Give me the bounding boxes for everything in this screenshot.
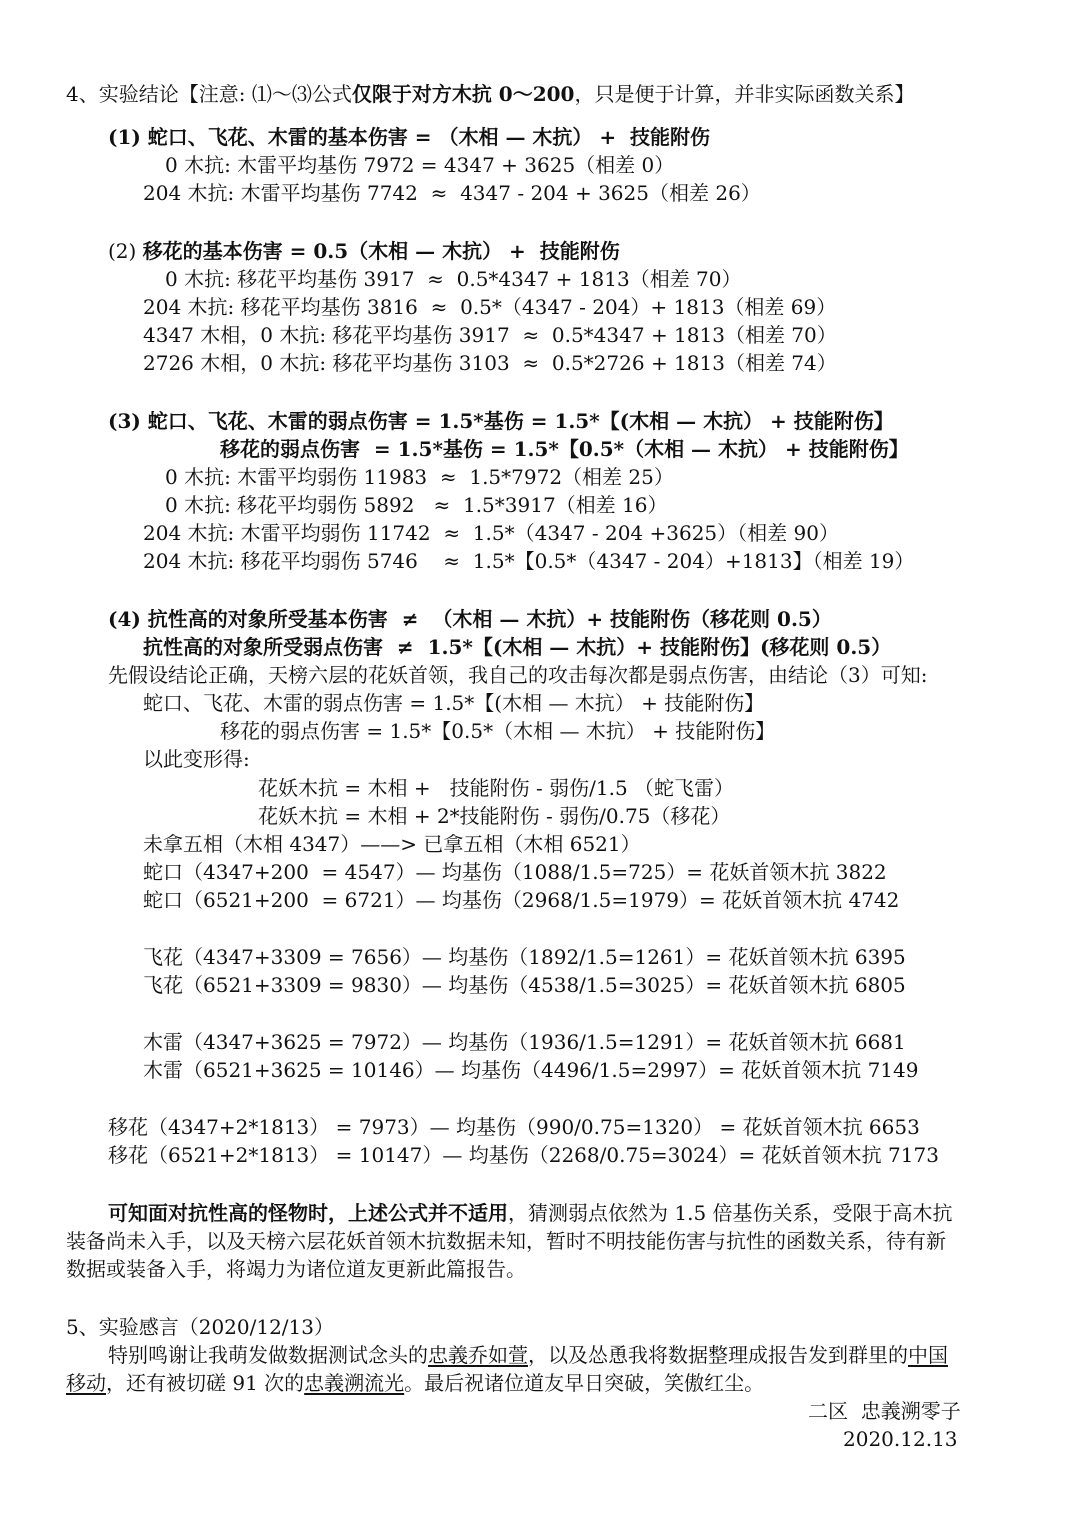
point2-number: (2): [108, 239, 143, 263]
section4-header: [66, 80, 914, 108]
thanks-line1: [108, 1341, 948, 1369]
result-row: 木雷（4347+3625 = 7972）— 均基伤（1936/1.5=1291）= 花妖首领木抗 6681: [143, 1030, 906, 1054]
point1-line1: 0 木抗: 木雷平均基伤 7972 = 4347 + 3625（相差 0）: [165, 153, 675, 177]
conclusion-bold: 可知面对抗性高的怪物时，上述公式并不适用: [108, 1201, 508, 1225]
point4-intro: 先假设结论正确，天榜六层的花妖首领，我自己的攻击每次都是弱点伤害，由结论（3）可知:: [108, 663, 928, 687]
note-formula-range: ⑴～⑶公式: [251, 82, 352, 106]
thanks-line2: [66, 1369, 764, 1397]
thanks-name-1: 忠義乔如萱: [428, 1343, 528, 1367]
note-limit-range: 0～200: [491, 82, 575, 106]
conclusion-line1: [108, 1199, 953, 1227]
point4-formula2: 移花的弱点伤害 = 1.5*【0.5*（木相 — 木抗） + 技能附伤】: [220, 719, 776, 743]
point1-title: (1) 蛇口、飞花、木雷的基本伤害 = （木相 — 木抗） + 技能附伤: [108, 125, 711, 149]
conclusion-rest: ，猜测弱点依然为 1.5 倍基伤关系，受限于高木抗: [508, 1201, 953, 1225]
point3-line3: 204 木抗: 木雷平均弱伤 11742 ≈ 1.5*（4347 - 204 +3625）（相差 90）: [143, 521, 839, 545]
thanks-name-3: 忠義溯流光: [304, 1371, 405, 1395]
point4-title: (4) 抗性高的对象所受基本伤害 ≠ （木相 — 木抗）+ 技能附伤（移花则 0.5）: [108, 607, 832, 631]
section4-number: 4、实验结论【注意:: [66, 82, 252, 106]
point4-title2: 抗性高的对象所受弱点伤害 ≠ 1.5*【(木相 — 木抗）+ 技能附伤】(移花则 0.5）: [143, 635, 892, 659]
point2-title-text: 移花的基本伤害 = 0.5（木相 — 木抗） + 技能附伤: [142, 239, 620, 263]
result-row: 蛇口（4347+200 = 4547）— 均基伤（1088/1.5=725）= 花妖首领木抗 3822: [143, 860, 887, 884]
point4-compare: 未拿五相（木相 4347）——> 已拿五相（木相 6521）: [143, 832, 641, 856]
thanks-text: 特别鸣谢让我萌发做数据测试念头的: [108, 1343, 428, 1367]
point3-title2: 移花的弱点伤害 = 1.5*基伤 = 1.5*【0.5*（木相 — 木抗） + 技能附伤】: [220, 437, 909, 461]
thanks-name-2b: 移动: [66, 1371, 106, 1395]
point2-line4: 2726 木相，0 木抗: 移花平均基伤 3103 ≈ 0.5*2726 + 1813（相差 74）: [143, 351, 837, 375]
result-row: 木雷（6521+3625 = 10146）— 均基伤（4496/1.5=2997）= 花妖首领木抗 7149: [143, 1058, 919, 1082]
result-row: 蛇口（6521+200 = 6721）— 均基伤（2968/1.5=1979）= 花妖首领木抗 4742: [143, 888, 900, 912]
result-row: 飞花（4347+3309 = 7656）— 均基伤（1892/1.5=1261）= 花妖首领木抗 6395: [143, 945, 906, 969]
point2-line3: 4347 木相，0 木抗: 移花平均基伤 3917 ≈ 0.5*4347 + 1813（相差 70）: [143, 323, 837, 347]
note-rest: ，只是便于计算，并非实际函数关系】: [574, 82, 915, 106]
conclusion-line3: 数据或装备入手，将竭力为诸位道友更新此篇报告。: [66, 1257, 526, 1281]
point3-line4: 204 木抗: 移花平均弱伤 5746 ≈ 1.5*【0.5*（4347 - 204）+1813】（相差 19）: [143, 549, 915, 573]
result-row: 移花（6521+2*1813） = 10147）— 均基伤（2268/0.75=3024）= 花妖首领木抗 7173: [108, 1143, 939, 1167]
point3-line2: 0 木抗: 移花平均弱伤 5892 ≈ 1.5*3917（相差 16）: [165, 493, 668, 517]
point1-line2: 204 木抗: 木雷平均基伤 7742 ≈ 4347 - 204 + 3625（相差 26）: [143, 181, 761, 205]
point2-title: [108, 237, 620, 265]
point2-line2: 204 木抗: 移花平均基伤 3816 ≈ 0.5*（4347 - 204）+ 1813（相差 69）: [143, 295, 837, 319]
conclusion-line2: 装备尚未入手，以及天榜六层花妖首领木抗数据未知，暂时不明技能伤害与抗性的函数关系，待有新: [66, 1229, 946, 1253]
signature-name: 二区 忠義溯零子: [808, 1399, 961, 1423]
signature-date: 2020.12.13: [843, 1427, 958, 1451]
point3-line1: 0 木抗: 木雷平均弱伤 11983 ≈ 1.5*7972（相差 25）: [165, 465, 674, 489]
thanks-text: 。最后祝诸位道友早日突破，笑傲红尘。: [404, 1371, 765, 1395]
point4-transform: 以此变形得:: [143, 747, 250, 771]
note-limit-bold: 仅限于对方木抗: [351, 82, 492, 106]
thanks-name-2a: 中国: [908, 1343, 948, 1367]
result-row: 飞花（6521+3309 = 9830）— 均基伤（4538/1.5=3025）= 花妖首领木抗 6805: [143, 973, 906, 997]
point4-equation1: 花妖木抗 = 木相 + 技能附伤 - 弱伤/1.5 （蛇飞雷）: [258, 776, 735, 800]
thanks-text: ，以及怂恿我将数据整理成报告发到群里的: [528, 1343, 908, 1367]
point3-title: (3) 蛇口、飞花、木雷的弱点伤害 = 1.5*基伤 = 1.5*【(木相 — 木抗） + 技能附伤】: [108, 409, 894, 433]
point4-equation2: 花妖木抗 = 木相 + 2*技能附伤 - 弱伤/0.75（移花）: [258, 804, 731, 828]
point2-line1: 0 木抗: 移花平均基伤 3917 ≈ 0.5*4347 + 1813（相差 70）: [165, 267, 742, 291]
point4-formula1: 蛇口、飞花、木雷的弱点伤害 = 1.5*【(木相 — 木抗） + 技能附伤】: [143, 691, 765, 715]
thanks-text: ，还有被切磋 91 次的: [106, 1371, 305, 1395]
section5-header: 5、实验感言（2020/12/13）: [66, 1315, 334, 1339]
result-row: 移花（4347+2*1813） = 7973）— 均基伤（990/0.75=1320） = 花妖首领木抗 6653: [108, 1115, 920, 1139]
